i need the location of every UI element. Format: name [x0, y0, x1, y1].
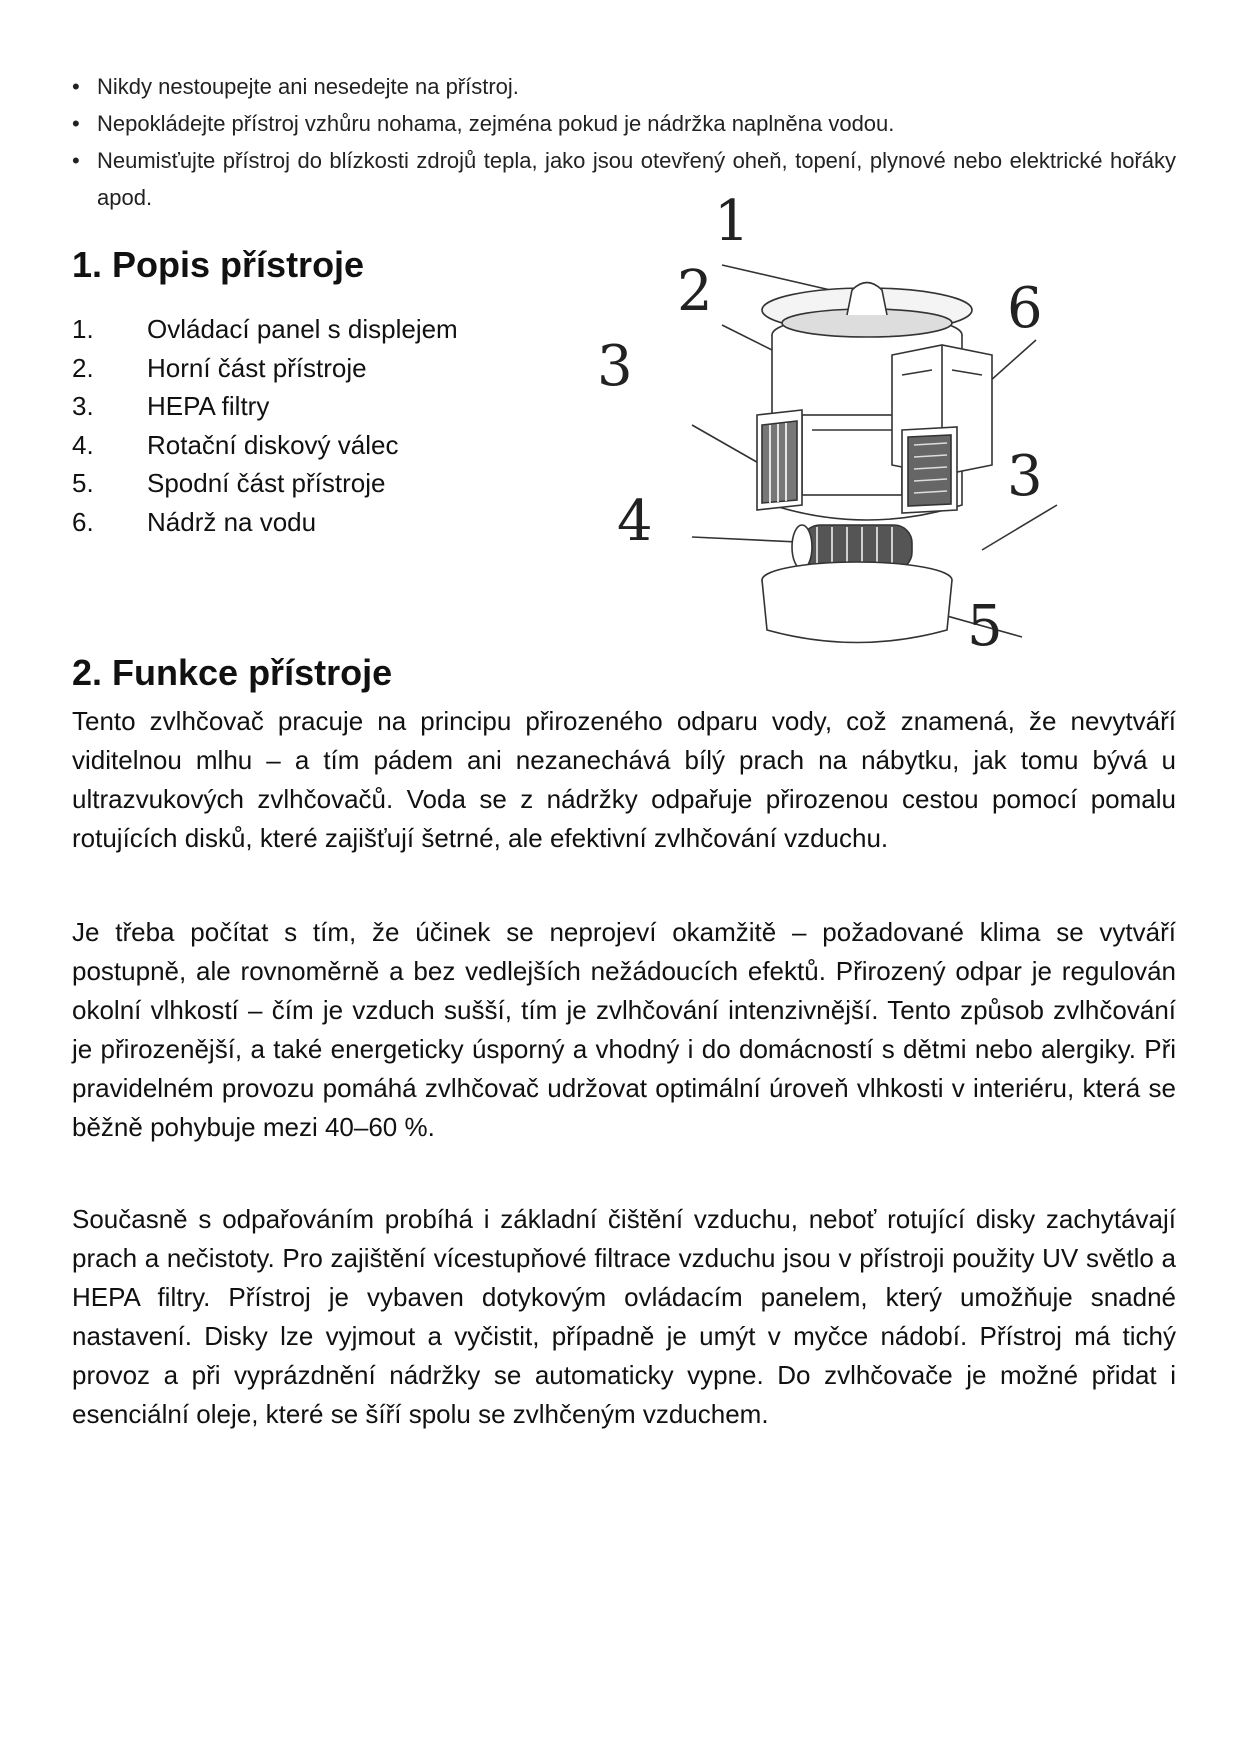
parts-list-item: 6. Nádrž na vodu	[72, 506, 317, 537]
diagram-label-2: 2	[677, 259, 713, 324]
safety-bullet-list	[72, 68, 1176, 216]
bullet-dot: •	[72, 148, 80, 173]
leader-line-3-left	[692, 425, 762, 465]
diagram-label-3-right: 3	[1007, 444, 1043, 509]
parts-list-item: 5. Spodní část přístroje	[72, 468, 386, 498]
bullet-item: • Nikdy nestoupejte ani nesedejte na přístroj.	[72, 68, 1176, 105]
bottom-base	[762, 562, 952, 643]
parts-list-item: 1. Ovládací panel s displejem	[72, 314, 458, 344]
parts-list-item: 2. Horní část přístroje	[72, 352, 367, 383]
diagram-label-3-left: 3	[597, 334, 633, 399]
diagram-label-5: 5	[967, 594, 1003, 659]
parts-list	[72, 310, 458, 541]
diagram-label-4: 4	[617, 489, 653, 554]
paragraph: Je třeba počítat s tím, že účinek se neprojeví okamžitě – požadované klima se vytváří postupně, ale rovnoměrně a bez vedlejších nežádoucích efektů. Přirozený odpar je regulován okolní vlhkostí – čím je vzduch sušší, tím je zvlhčování intenzivnější. Tento způsob zvlhčování je přirozenější, a také energeticky úsporný a vhodný i do domácností s dětmi nebo alergiky. Při pravidelném provozu pomáhá zvlhčovač udržovat optimální úroveň vlhkosti v interiéru, která se běžně pohybuje mezi 40–60 %.	[72, 917, 1176, 1142]
bullet-dot: •	[72, 111, 80, 136]
leader-line-3-right	[982, 505, 1057, 550]
bullet-item: • Neumisťujte přístroj do blízkosti zdrojů tepla, jako jsou otevřený oheň, topení, plynové nebo elektrické hořáky apod.	[72, 142, 1176, 216]
hepa-filter-right	[902, 427, 957, 513]
bullet-item: • Nepokládejte přístroj vzhůru nohama, zejména pokud je nádržka naplněna vodou.	[72, 105, 1176, 142]
parts-list-item: 3. HEPA filtry	[72, 391, 270, 421]
bullet-dot: •	[72, 74, 80, 99]
paragraph: Tento zvlhčovač pracuje na principu přirozeného odparu vody, což znamená, že nevytváří viditelnou mlhu – a tím pádem ani nezanechává bílý prach na nábytku, jak tomu bývá u ultrazvukových zvlhčovačů. Voda se z nádržky odpařuje přirozenou cestou pomocí pomalu rotujících disků, které zajišťují šetrné, ale efektivní zvlhčování vzduchu.	[72, 706, 1176, 853]
section-title-popis: 1. Popis přístroje	[72, 244, 365, 285]
parts-list-item: 4. Rotační diskový válec	[72, 429, 399, 460]
diagram-label-1: 1	[714, 189, 750, 254]
paragraph: Současně s odpařováním probíhá i základní čištění vzduchu, neboť rotující disky zachytávají prach a nečistoty. Pro zajištění vícestupňové filtrace vzduchu jsou v přístroji použity UV světlo a HEPA filtry. Přístroj je vybaven dotykovým ovládacím panelem, který umožňuje snadné nastavení. Disky lze vyjmout a vyčistit, případně je umýt v myčce nádobí. Přístroj má tichý provoz a při vyprázdnění nádržky se automaticky vypne. Do zvlhčovače je možné přidat i esenciální oleje, které se šíří spolu se zvlhčeným vzduchem.	[72, 1204, 1176, 1429]
diagram-label-6: 6	[1007, 276, 1043, 341]
humidifier-exploded-diagram	[597, 189, 1172, 659]
hepa-filter-left	[757, 410, 802, 510]
section-title-funkce: 2. Funkce přístroje	[72, 652, 393, 693]
